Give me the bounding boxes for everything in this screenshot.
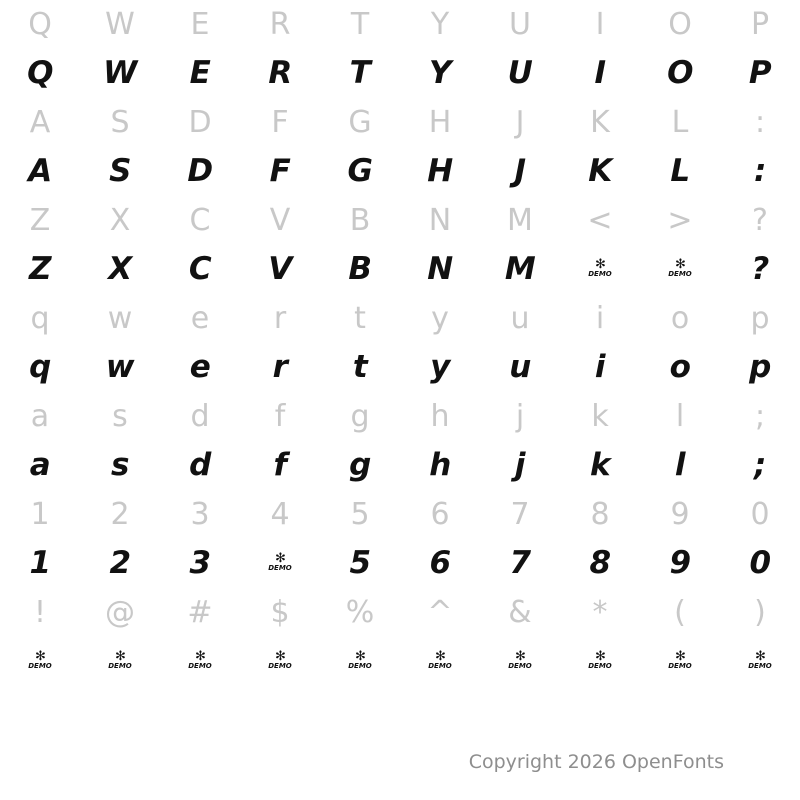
glyph-pair: [240, 490, 320, 588]
glyph-pair: [320, 490, 400, 588]
reference-glyph: p: [750, 300, 770, 336]
sample-glyph: [640, 245, 720, 294]
sample-glyph: G: [347, 153, 373, 189]
sample-glyph: E: [189, 55, 211, 91]
sample-glyph: S: [109, 153, 131, 189]
sample-glyph: L: [670, 153, 690, 189]
glyph-pair: [0, 392, 80, 490]
reference-glyph: E: [190, 6, 210, 42]
demo-burst-icon: ✻: [675, 257, 685, 272]
sample-glyph: Y: [429, 55, 451, 91]
reference-glyph: t: [354, 300, 366, 336]
demo-placeholder-glyph: [103, 645, 137, 679]
reference-glyph: >: [667, 202, 693, 238]
demo-placeholder-glyph: [743, 645, 777, 679]
glyph-pair: [560, 196, 640, 294]
reference-glyph: %: [345, 594, 375, 630]
glyph-pair: [480, 0, 560, 98]
glyph-pair: [0, 0, 80, 98]
glyph-pair: [80, 490, 160, 588]
reference-glyph: q: [30, 300, 50, 336]
reference-glyph: Z: [29, 202, 51, 238]
reference-glyph: d: [190, 398, 210, 434]
reference-glyph: 9: [670, 496, 690, 532]
reference-glyph: o: [670, 300, 690, 336]
reference-glyph: ^: [427, 594, 453, 630]
glyph-pair: [720, 490, 800, 588]
glyph-pair: [80, 392, 160, 490]
glyph-pair: [720, 588, 800, 686]
demo-word: DEMO: [108, 662, 132, 670]
reference-glyph: L: [671, 104, 689, 140]
glyph-pair: [400, 392, 480, 490]
demo-burst-icon: ✻: [595, 257, 605, 272]
reference-glyph: C: [189, 202, 211, 238]
reference-glyph: Y: [430, 6, 450, 42]
glyph-pair: [400, 588, 480, 686]
demo-placeholder-glyph: [423, 645, 457, 679]
glyph-pair: [400, 0, 480, 98]
sample-glyph: [80, 637, 160, 686]
demo-placeholder-glyph: [583, 645, 617, 679]
sample-glyph: 0: [749, 545, 771, 581]
sample-glyph: Z: [29, 251, 51, 287]
sample-glyph: y: [430, 349, 450, 385]
glyph-pair: [80, 588, 160, 686]
reference-glyph: K: [590, 104, 610, 140]
demo-burst-icon: ✻: [275, 551, 285, 566]
glyph-pair: [560, 392, 640, 490]
glyph-pair: [400, 196, 480, 294]
sample-glyph: :: [754, 153, 766, 189]
demo-burst-icon: ✻: [755, 649, 765, 664]
glyph-pair: [400, 294, 480, 392]
glyph-pair: [160, 0, 240, 98]
glyph-pair: [400, 490, 480, 588]
glyph-pair: [320, 392, 400, 490]
reference-glyph: 1: [30, 496, 50, 532]
sample-glyph: o: [669, 349, 691, 385]
demo-placeholder-glyph: [183, 645, 217, 679]
sample-glyph: 1: [29, 545, 51, 581]
reference-glyph: 7: [510, 496, 530, 532]
glyph-pair: [560, 294, 640, 392]
glyph-pair: [480, 98, 560, 196]
glyph-pair: [720, 392, 800, 490]
reference-glyph: h: [430, 398, 450, 434]
reference-glyph: 6: [430, 496, 450, 532]
sample-glyph: P: [748, 55, 772, 91]
reference-glyph: O: [668, 6, 692, 42]
glyph-pair: [320, 196, 400, 294]
reference-glyph: j: [515, 398, 525, 434]
glyph-pair: [560, 98, 640, 196]
glyph-pair: [480, 294, 560, 392]
sample-glyph: e: [189, 349, 211, 385]
demo-word: DEMO: [668, 270, 692, 278]
glyph-pair: [560, 490, 640, 588]
reference-glyph: F: [271, 104, 289, 140]
reference-glyph: 8: [590, 496, 610, 532]
sample-glyph: j: [514, 447, 526, 483]
sample-glyph: t: [352, 349, 368, 385]
demo-burst-icon: ✻: [515, 649, 525, 664]
reference-glyph: Q: [28, 6, 52, 42]
glyph-pair: [0, 196, 80, 294]
sample-glyph: D: [187, 153, 213, 189]
demo-word: DEMO: [268, 564, 292, 572]
glyph-pair: [720, 0, 800, 98]
demo-word: DEMO: [508, 662, 532, 670]
glyph-pair: [0, 490, 80, 588]
demo-placeholder-glyph: [263, 645, 297, 679]
reference-glyph: (: [674, 594, 686, 630]
sample-glyph: U: [507, 55, 533, 91]
demo-placeholder-glyph: [583, 253, 617, 287]
sample-glyph: [480, 637, 560, 686]
sample-glyph: 9: [669, 545, 691, 581]
reference-glyph: f: [274, 398, 286, 434]
glyph-pair: [160, 98, 240, 196]
sample-glyph: H: [427, 153, 453, 189]
sample-glyph: 8: [589, 545, 611, 581]
glyph-pair: [560, 588, 640, 686]
glyph-pair: [0, 98, 80, 196]
demo-word: DEMO: [748, 662, 772, 670]
demo-burst-icon: ✻: [435, 649, 445, 664]
demo-placeholder-glyph: [343, 645, 377, 679]
glyph-pair: [480, 490, 560, 588]
sample-glyph: B: [348, 251, 372, 287]
sample-glyph: h: [429, 447, 451, 483]
glyph-pair: [720, 196, 800, 294]
sample-glyph: [240, 637, 320, 686]
glyph-pair: [320, 98, 400, 196]
sample-glyph: d: [189, 447, 211, 483]
demo-word: DEMO: [588, 662, 612, 670]
sample-glyph: R: [268, 55, 292, 91]
reference-glyph: 2: [110, 496, 130, 532]
reference-glyph: B: [349, 202, 371, 238]
reference-glyph: ?: [752, 202, 768, 238]
sample-glyph: 5: [349, 545, 371, 581]
glyph-pair: [80, 294, 160, 392]
sample-glyph: C: [188, 251, 212, 287]
sample-glyph: [0, 637, 80, 686]
glyph-pair: [640, 98, 720, 196]
reference-glyph: G: [348, 104, 372, 140]
glyph-pair: [160, 490, 240, 588]
reference-glyph: &: [508, 594, 532, 630]
reference-glyph: S: [110, 104, 130, 140]
glyph-pair: [160, 588, 240, 686]
sample-glyph: O: [667, 55, 693, 91]
glyph-pair: [400, 98, 480, 196]
glyph-pair: [80, 196, 160, 294]
reference-glyph: :: [754, 104, 766, 140]
reference-glyph: J: [515, 104, 525, 140]
reference-glyph: *: [592, 594, 608, 630]
glyph-pair: [320, 0, 400, 98]
reference-glyph: #: [187, 594, 213, 630]
demo-burst-icon: ✻: [115, 649, 125, 664]
glyph-pair: [480, 588, 560, 686]
demo-word: DEMO: [668, 662, 692, 670]
glyph-pair: [240, 294, 320, 392]
reference-glyph: @: [105, 594, 135, 630]
sample-glyph: [560, 245, 640, 294]
sample-glyph: [160, 637, 240, 686]
sample-glyph: A: [28, 153, 52, 189]
glyph-pair: [240, 196, 320, 294]
glyph-pair: [160, 392, 240, 490]
glyph-pair: [80, 0, 160, 98]
glyph-pair: [320, 588, 400, 686]
sample-glyph: X: [108, 251, 132, 287]
reference-glyph: U: [509, 6, 531, 42]
copyright-notice: Copyright 2026 OpenFonts: [468, 751, 724, 773]
glyph-pair: [720, 98, 800, 196]
glyph-pair: [240, 392, 320, 490]
sample-glyph: I: [594, 55, 606, 91]
sample-glyph: 7: [509, 545, 531, 581]
glyph-pair: [240, 588, 320, 686]
sample-glyph: u: [509, 349, 531, 385]
demo-placeholder-glyph: [663, 253, 697, 287]
glyph-pair: [480, 196, 560, 294]
sample-glyph: [720, 637, 800, 686]
glyph-pair: [240, 98, 320, 196]
glyph-pair: [640, 490, 720, 588]
glyph-pair: [160, 196, 240, 294]
glyph-pair: [560, 0, 640, 98]
reference-glyph: V: [269, 202, 291, 238]
demo-word: DEMO: [268, 662, 292, 670]
demo-placeholder-glyph: [503, 645, 537, 679]
reference-glyph: R: [269, 6, 291, 42]
sample-glyph: a: [29, 447, 51, 483]
sample-glyph: F: [269, 153, 291, 189]
demo-burst-icon: ✻: [595, 649, 605, 664]
reference-glyph: u: [510, 300, 530, 336]
glyph-pair: [640, 0, 720, 98]
demo-placeholder-glyph: [23, 645, 57, 679]
reference-glyph: i: [595, 300, 605, 336]
glyph-pair: [0, 588, 80, 686]
demo-burst-icon: ✻: [675, 649, 685, 664]
sample-glyph: ;: [754, 447, 766, 483]
demo-word: DEMO: [188, 662, 212, 670]
sample-glyph: 2: [109, 545, 131, 581]
sample-glyph: M: [504, 251, 536, 287]
reference-glyph: s: [112, 398, 128, 434]
sample-glyph: q: [29, 349, 51, 385]
glyph-pair: [720, 294, 800, 392]
reference-glyph: H: [428, 104, 452, 140]
reference-glyph: W: [105, 6, 135, 42]
sample-glyph: i: [594, 349, 606, 385]
sample-glyph: 3: [189, 545, 211, 581]
reference-glyph: $: [270, 594, 290, 630]
glyph-pair: [480, 392, 560, 490]
reference-glyph: y: [431, 300, 449, 336]
reference-glyph: 4: [270, 496, 290, 532]
sample-glyph: g: [349, 447, 371, 483]
reference-glyph: X: [109, 202, 131, 238]
reference-glyph: N: [428, 202, 452, 238]
reference-glyph: 3: [190, 496, 210, 532]
reference-glyph: P: [750, 6, 770, 42]
sample-glyph: k: [589, 447, 611, 483]
sample-glyph: w: [105, 349, 135, 385]
reference-glyph: ): [754, 594, 766, 630]
glyph-pair: [320, 294, 400, 392]
demo-word: DEMO: [28, 662, 52, 670]
sample-glyph: [240, 539, 320, 588]
demo-burst-icon: ✻: [35, 649, 45, 664]
glyph-pair: [160, 294, 240, 392]
sample-glyph: [640, 637, 720, 686]
glyph-pair: [640, 294, 720, 392]
reference-glyph: D: [188, 104, 212, 140]
sample-glyph: W: [103, 55, 137, 91]
sample-glyph: J: [514, 153, 526, 189]
sample-glyph: N: [427, 251, 453, 287]
reference-glyph: e: [190, 300, 210, 336]
sample-glyph: [400, 637, 480, 686]
reference-glyph: M: [507, 202, 533, 238]
glyph-pair: [640, 392, 720, 490]
sample-glyph: f: [273, 447, 287, 483]
reference-glyph: A: [29, 104, 51, 140]
reference-glyph: a: [30, 398, 50, 434]
sample-glyph: r: [272, 349, 288, 385]
reference-glyph: ;: [754, 398, 766, 434]
demo-burst-icon: ✻: [275, 649, 285, 664]
sample-glyph: ?: [751, 251, 769, 287]
demo-word: DEMO: [428, 662, 452, 670]
demo-word: DEMO: [348, 662, 372, 670]
demo-word: DEMO: [588, 270, 612, 278]
sample-glyph: T: [349, 55, 371, 91]
glyph-pair: [80, 98, 160, 196]
reference-glyph: g: [350, 398, 370, 434]
reference-glyph: w: [107, 300, 133, 336]
sample-glyph: K: [588, 153, 612, 189]
glyph-pair: [240, 0, 320, 98]
reference-glyph: l: [675, 398, 685, 434]
demo-placeholder-glyph: [663, 645, 697, 679]
reference-glyph: k: [591, 398, 609, 434]
demo-burst-icon: ✻: [355, 649, 365, 664]
sample-glyph: p: [749, 349, 771, 385]
sample-glyph: [320, 637, 400, 686]
demo-placeholder-glyph: [263, 547, 297, 581]
reference-glyph: I: [595, 6, 605, 42]
glyph-pair: [0, 294, 80, 392]
reference-glyph: r: [273, 300, 287, 336]
sample-glyph: V: [268, 251, 292, 287]
sample-glyph: s: [111, 447, 129, 483]
reference-glyph: T: [350, 6, 370, 42]
sample-glyph: [560, 637, 640, 686]
reference-glyph: 5: [350, 496, 370, 532]
reference-glyph: <: [587, 202, 613, 238]
reference-glyph: !: [33, 594, 47, 630]
sample-glyph: Q: [27, 55, 53, 91]
glyph-pair: [640, 588, 720, 686]
sample-glyph: l: [674, 447, 686, 483]
glyph-pair: [640, 196, 720, 294]
reference-glyph: 0: [750, 496, 770, 532]
demo-burst-icon: ✻: [195, 649, 205, 664]
sample-glyph: 6: [429, 545, 451, 581]
